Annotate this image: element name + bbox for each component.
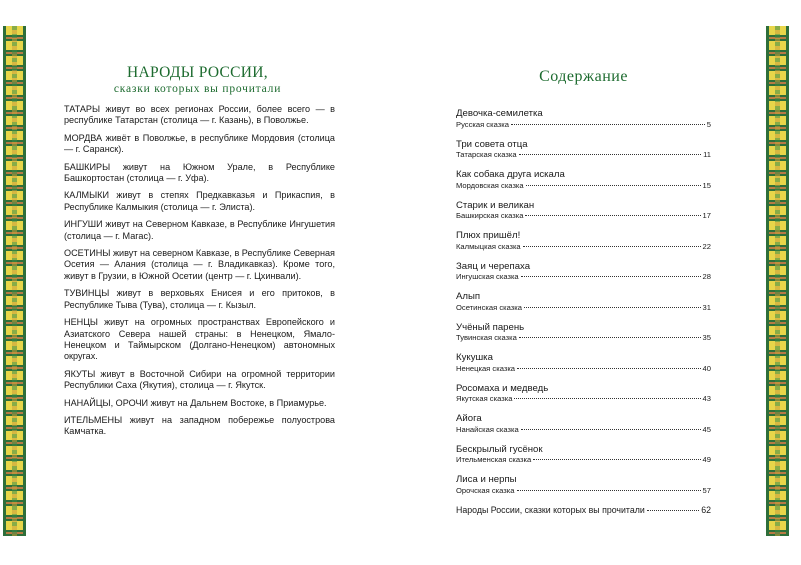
toc-entry-subtitle: Якутская сказка	[456, 394, 513, 403]
toc-final-entry[interactable]	[456, 505, 711, 516]
toc-final-title: Народы России, сказки которых вы прочитали	[456, 504, 645, 515]
toc-page-number: 11	[703, 150, 711, 159]
toc-entry-title: Учёный парень	[456, 321, 525, 333]
toc-leader-dots	[511, 124, 705, 125]
toc-page-number: 45	[702, 424, 711, 434]
toc-page-number: 28	[702, 272, 711, 281]
toc-entry[interactable]	[456, 200, 711, 222]
right-ornament-border	[766, 26, 789, 536]
toc-entry-title: Три совета отца	[456, 138, 528, 150]
left-page	[60, 58, 335, 444]
toc-entry[interactable]	[456, 291, 711, 313]
people-paragraph: КАЛМЫКИ живут в степях Предкавказья и Прикаспия, в Республике Калмыкия (столица — г. Элиста).	[64, 190, 335, 212]
toc-entry[interactable]	[456, 108, 711, 130]
toc-entry[interactable]	[456, 322, 711, 344]
toc-page-number: 57	[702, 485, 711, 495]
toc-entry[interactable]	[456, 413, 711, 435]
toc-leader-dots	[533, 459, 700, 460]
toc-entry[interactable]	[456, 383, 711, 405]
toc-entry[interactable]	[456, 139, 711, 161]
people-paragraph: БАШКИРЫ живут на Южном Урале, в Республике Башкортостан (столица — г. Уфа).	[64, 161, 335, 184]
toc-title: Содержание	[539, 68, 628, 85]
peoples-list	[60, 104, 335, 438]
people-paragraph: ОСЕТИНЫ живут на северном Кавказе, в Республике Северная Осетия — Алания (столица — г. Владикавказ). Кроме того, живут в Грузии, в Южной Осетии (центр — г. Цхинвали).	[64, 248, 335, 281]
toc-page-number: 5	[706, 119, 711, 129]
toc-page-number: 35	[702, 333, 711, 342]
toc-entry-title: Алып	[456, 291, 481, 302]
toc-entry-subtitle: Орочская сказка	[456, 485, 515, 495]
toc-entry-title: Как собака друга искала	[456, 169, 565, 180]
toc-entry-subtitle: Калмыцкая сказка	[456, 241, 521, 251]
people-paragraph: ТУВИНЦЫ живут в верховьях Енисея и его притоков, в Республике Тыва (Тува), столица — г. Кызыл.	[64, 288, 335, 310]
right-page	[456, 58, 711, 525]
toc-entry[interactable]	[456, 352, 711, 374]
toc-leader-dots	[517, 490, 701, 491]
toc-leader-dots	[523, 246, 701, 247]
toc-entry-subtitle: Ительменская сказка	[456, 455, 532, 464]
toc-leader-dots	[647, 510, 699, 511]
toc-leader-dots	[521, 429, 701, 430]
toc-entry-title: Росомаха и медведь	[456, 382, 549, 394]
people-paragraph: ТАТАРЫ живут во всех регионах России, более всего — в республике Татарстан (столица — г. Казань), в Поволжье.	[64, 104, 335, 126]
toc-entry-subtitle: Башкирская сказка	[456, 211, 524, 220]
toc-entry[interactable]	[456, 444, 711, 466]
toc-entry-title: Бескрылый гусёнок	[456, 443, 543, 455]
toc-leader-dots	[521, 276, 701, 277]
toc-entry-title: Айога	[456, 413, 482, 424]
toc-entry-title: Старик и великан	[456, 199, 535, 211]
toc-leader-dots	[514, 398, 700, 399]
toc-entry[interactable]	[456, 474, 711, 496]
people-paragraph: ЯКУТЫ живут в Восточной Сибири на огромной территории Республики Саха (Якутия), столица — г. Якутск.	[64, 368, 335, 391]
toc-entry-subtitle: Нанайская сказка	[456, 424, 519, 434]
toc-entry[interactable]	[456, 230, 711, 252]
toc-page-number: 49	[702, 455, 711, 464]
toc-page-number: 15	[702, 180, 711, 190]
people-paragraph: НЕНЦЫ живут на огромных пространствах Европейского и Азиатского Севера нашей страны: в Ненецком, Ямало-Ненецком и Таймырском (Долгано-Ненецком) автономных округах.	[64, 317, 335, 362]
toc-leader-dots	[524, 307, 701, 308]
toc-leader-dots	[517, 368, 701, 369]
people-paragraph: ИТЕЛЬМЕНЫ живут на западном побережье полуострова Камчатка.	[64, 414, 335, 437]
toc-entry-title: Лиса и нерпы	[456, 474, 517, 485]
toc-entry[interactable]	[456, 169, 711, 191]
peoples-title: НАРОДЫ РОССИИ,	[127, 64, 268, 81]
toc-page-number: 43	[702, 394, 711, 403]
toc-entry-subtitle: Русская сказка	[456, 119, 509, 129]
toc-entry-subtitle: Тувинская сказка	[456, 333, 517, 342]
toc-entry-subtitle: Мордовская сказка	[456, 180, 524, 190]
people-paragraph: НАНАЙЦЫ, ОРОЧИ живут на Дальнем Востоке, в Приамурье.	[64, 397, 327, 408]
toc-page-number: 31	[702, 302, 711, 312]
toc-entry-title: Заяц и черепаха	[456, 260, 531, 272]
toc-list	[456, 108, 711, 516]
toc-page-number: 22	[702, 241, 711, 251]
toc-entry-subtitle: Татарская сказка	[456, 150, 517, 159]
toc-entry-title: Девочка-семилетка	[456, 108, 543, 119]
toc-entry-subtitle: Ненецкая сказка	[456, 363, 516, 373]
toc-leader-dots	[526, 185, 701, 186]
toc-entry-subtitle: Ингушская сказка	[456, 272, 519, 281]
toc-entry[interactable]	[456, 261, 711, 283]
toc-leader-dots	[519, 337, 701, 338]
toc-leader-dots	[525, 215, 700, 216]
toc-entry-subtitle: Осетинская сказка	[456, 302, 522, 312]
people-paragraph: ИНГУШИ живут на Северном Кавказе, в Республике Ингушетия (столица — г. Магас).	[64, 219, 335, 241]
left-ornament-border	[3, 26, 26, 536]
toc-entry-title: Кукушка	[456, 352, 493, 363]
peoples-subtitle: сказки которых вы прочитали	[113, 83, 282, 95]
toc-page-number: 62	[701, 504, 711, 515]
people-paragraph: МОРДВА живёт в Поволжье, в республике Мордовия (столица — г. Саранск).	[64, 132, 335, 155]
toc-leader-dots	[519, 154, 702, 155]
toc-entry-title: Плюх пришёл!	[456, 230, 521, 241]
toc-page-number: 17	[702, 211, 711, 220]
toc-page-number: 40	[702, 363, 711, 373]
